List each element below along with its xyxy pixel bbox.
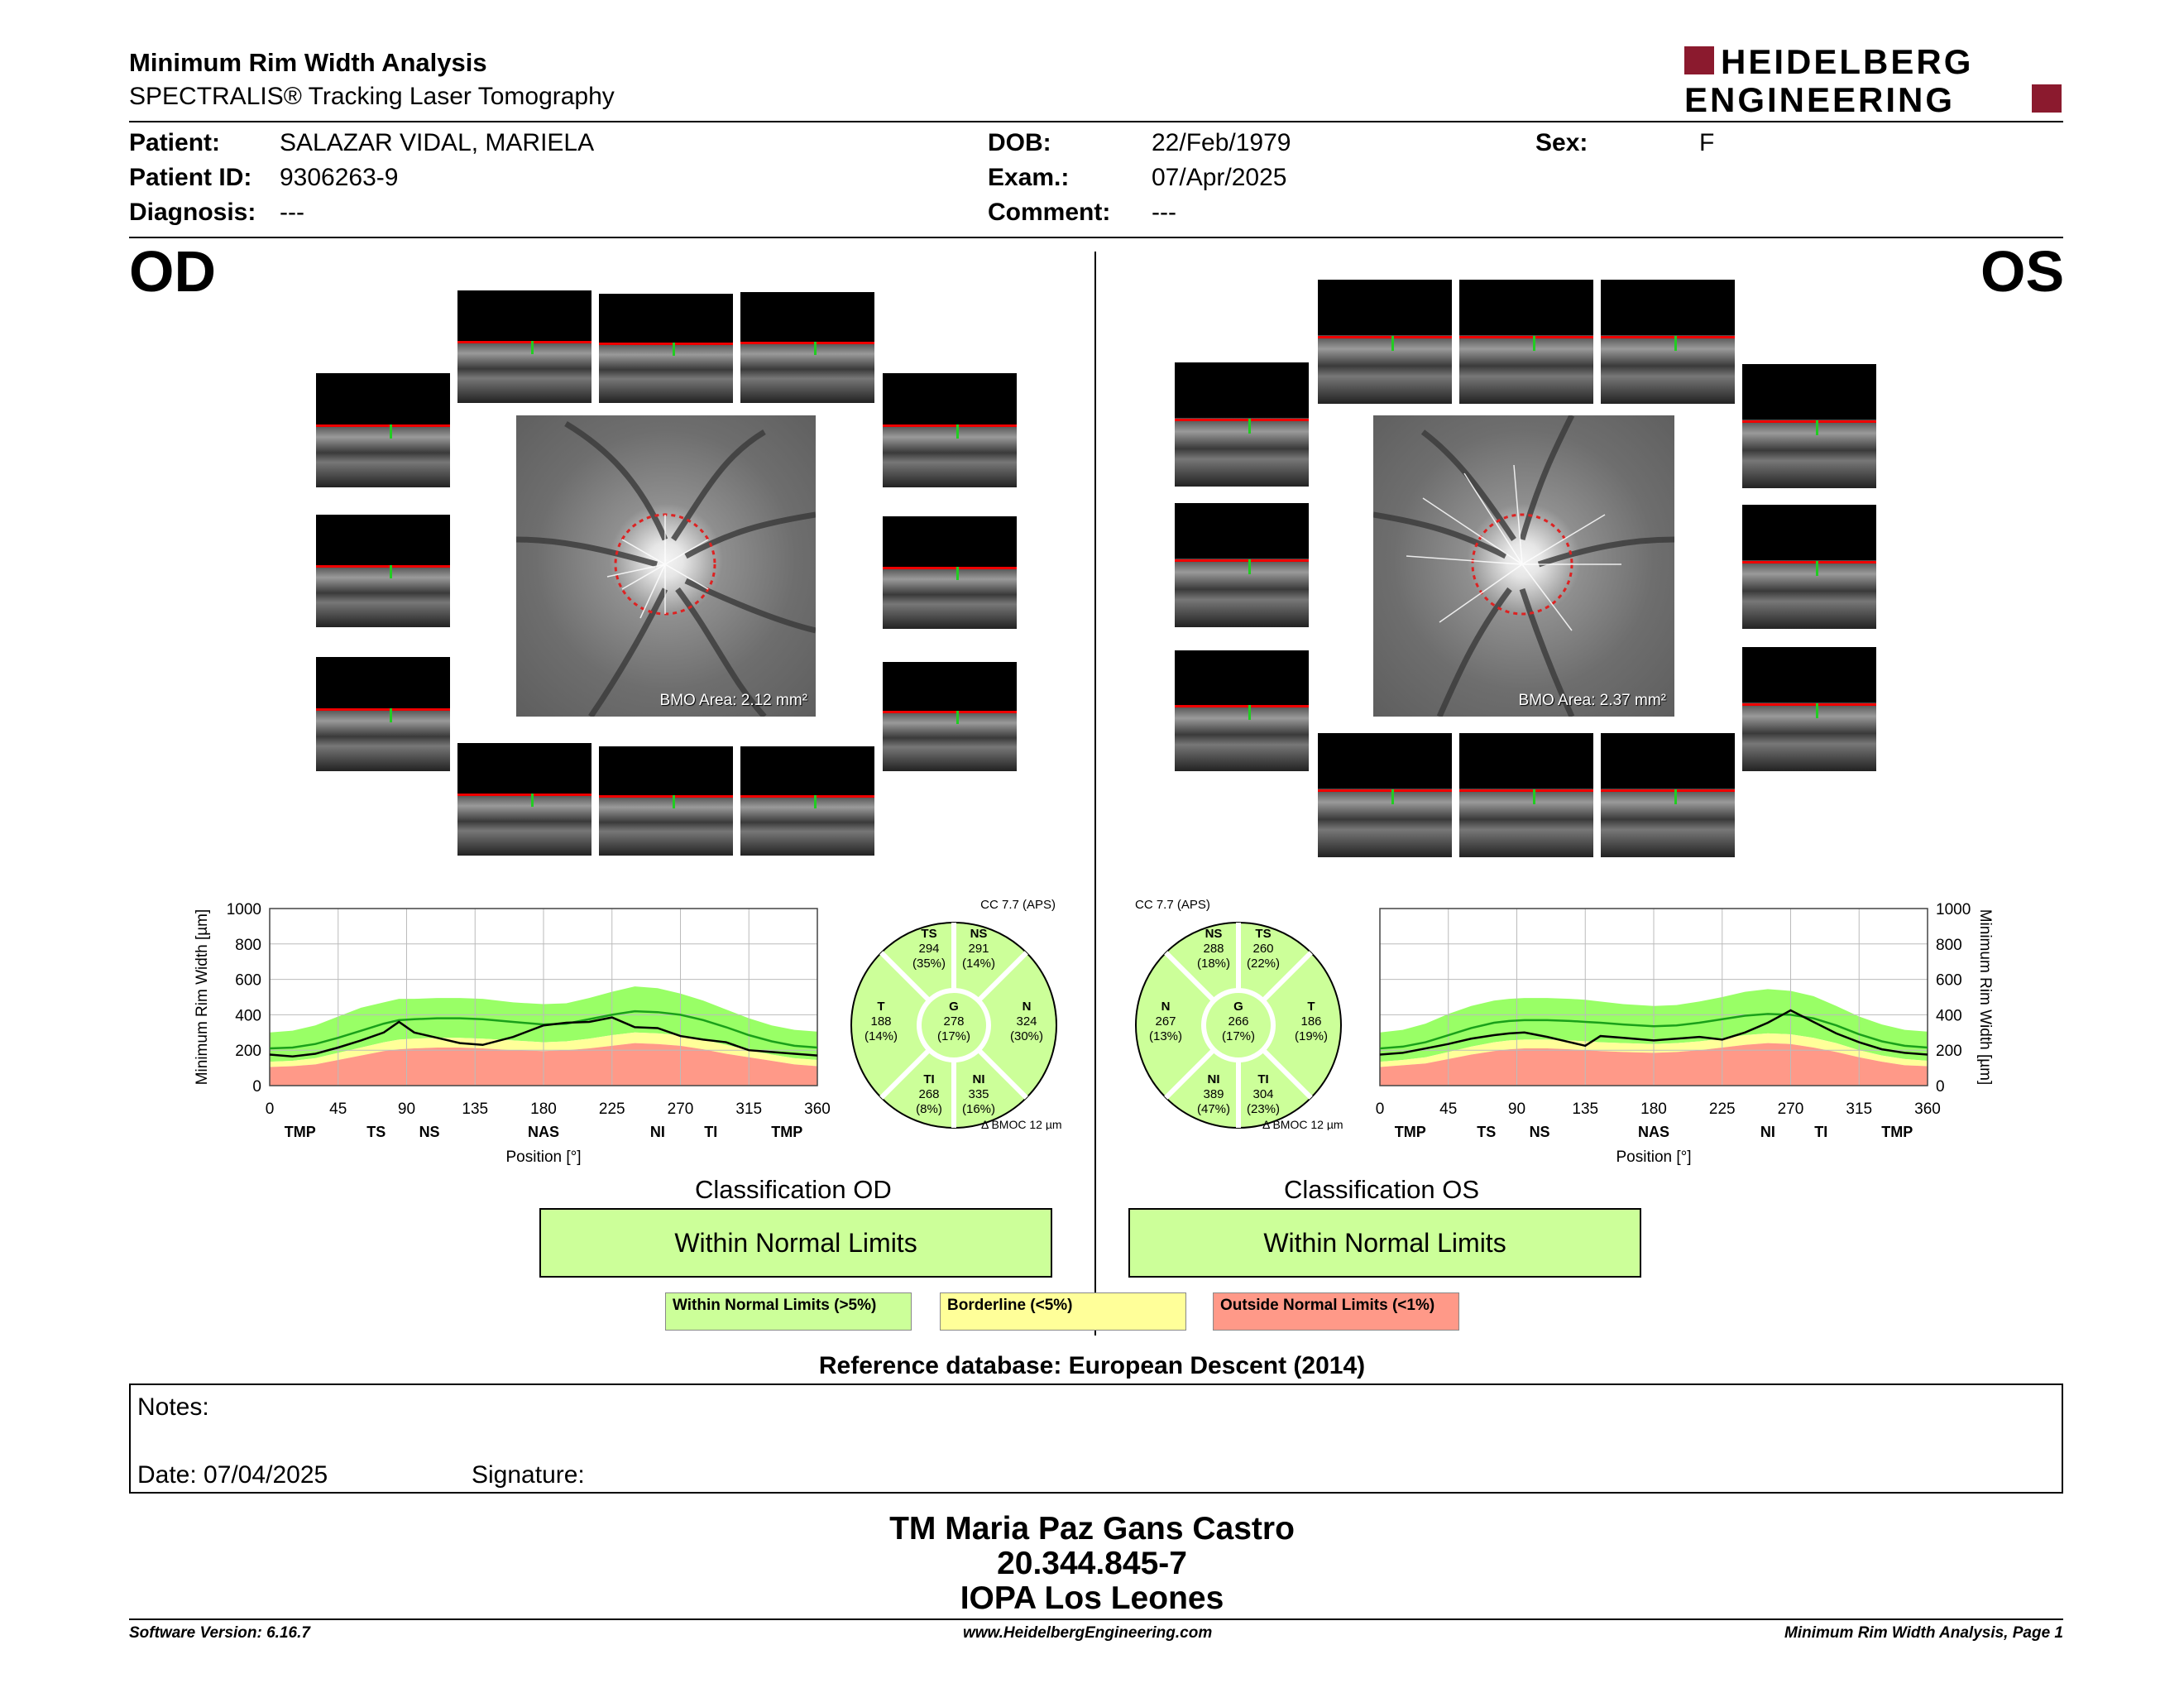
sector-n-name: N — [1161, 1000, 1171, 1014]
x-tick-label: 225 — [598, 1101, 625, 1118]
patient-id: 9306263-9 — [280, 164, 399, 191]
os-bscan-5 — [1175, 503, 1309, 627]
sector-label: NS — [1529, 1124, 1550, 1140]
footer-divider — [129, 1618, 2063, 1620]
od-classification-box: Within Normal Limits — [539, 1208, 1052, 1278]
logo-line2: ENGINEERING — [1684, 80, 1956, 117]
sector-n-pct: (30%) — [1009, 1029, 1044, 1043]
sector-label: TI — [704, 1124, 718, 1140]
sector-label: NAS — [527, 1124, 560, 1140]
sector-label: NAS — [1637, 1124, 1670, 1140]
sector-ti-value: 268 — [918, 1087, 940, 1101]
od-fundus-image — [516, 415, 816, 717]
footer-page: Minimum Rim Width Analysis, Page 1 — [1784, 1624, 2063, 1642]
x-tick-label: 360 — [804, 1101, 831, 1118]
sector-label: TS — [366, 1124, 386, 1140]
sector-label: TMP — [771, 1124, 803, 1140]
od-label: OD — [129, 239, 216, 304]
sector-ni-pct: (16%) — [961, 1102, 996, 1116]
od-sector-chart — [834, 890, 1074, 1130]
sector-ns-value: 291 — [968, 942, 989, 956]
sector-g-name: G — [1233, 1000, 1243, 1014]
x-tick-label: 315 — [735, 1101, 763, 1118]
sector-ns-value: 288 — [1203, 942, 1224, 956]
y-tick-label: 0 — [252, 1078, 261, 1096]
x-tick-label: 315 — [1846, 1101, 1873, 1118]
logo-line1: HEIDELBERG — [1721, 43, 1974, 81]
signer-institution: IOPA Los Leones — [960, 1580, 1224, 1616]
sector-ns-pct: (18%) — [1196, 957, 1231, 971]
footer-website: www.HeidelbergEngineering.com — [963, 1624, 1213, 1642]
od-bscan-5 — [883, 373, 1017, 487]
x-tick-label: 90 — [397, 1101, 416, 1118]
od-bscan-7 — [883, 516, 1017, 629]
x-tick-label: 225 — [1708, 1101, 1736, 1118]
y-tick-label: 400 — [1936, 1007, 1962, 1025]
software-version: Software Version: 6.16.7 — [129, 1624, 310, 1642]
x-tick-label: 0 — [265, 1101, 275, 1118]
y-tick-label: 1000 — [226, 901, 261, 918]
os-bscan-4 — [1175, 362, 1309, 487]
center-divider — [1094, 252, 1096, 1336]
os-bmo-area: BMO Area: 2.37 mm² — [1518, 692, 1666, 709]
sector-g-pct: (17%) — [1221, 1029, 1256, 1043]
y-tick-label: 200 — [235, 1043, 261, 1061]
x-tick-label: 90 — [1507, 1101, 1526, 1118]
x-tick-label: 270 — [1777, 1101, 1804, 1118]
signer-id: 20.344.845-7 — [997, 1546, 1187, 1581]
sector-ni-pct: (47%) — [1196, 1102, 1231, 1116]
x-tick-label: 45 — [1439, 1101, 1458, 1118]
sector-ts-name: TS — [1255, 927, 1272, 941]
y-tick-label: 400 — [235, 1007, 261, 1025]
sector-g-value: 266 — [1228, 1014, 1249, 1029]
sector-ti-name: TI — [1257, 1072, 1269, 1086]
os-bscan-11 — [1459, 733, 1593, 857]
sector-t-value: 188 — [870, 1014, 892, 1029]
od-bscan-4 — [316, 373, 450, 487]
notes-date: Date: 07/04/2025 — [137, 1461, 328, 1489]
patient-label: Patient: — [129, 129, 221, 156]
diagnosis-label: Diagnosis: — [129, 199, 256, 226]
os-bscan-8 — [1742, 505, 1876, 629]
od-bscan-10 — [457, 743, 592, 856]
sector-label: TS — [1477, 1124, 1497, 1140]
od-bscan-6 — [316, 515, 450, 627]
od-bscan-3 — [740, 292, 874, 403]
y-axis-label: Minimum Rim Width [µm] — [1976, 909, 1994, 1086]
sector-ni-value: 389 — [1203, 1087, 1224, 1101]
y-tick-label: 600 — [235, 971, 261, 990]
report-title: Minimum Rim Width Analysis — [129, 48, 487, 77]
od-mrw-graph — [187, 894, 841, 1175]
x-tick-label: 180 — [530, 1101, 557, 1118]
comment-label: Comment: — [988, 199, 1111, 226]
header-divider — [129, 121, 2063, 122]
x-tick-label: 270 — [667, 1101, 694, 1118]
signer-name: TM Maria Paz Gans Castro — [889, 1511, 1295, 1547]
os-bscan-7 — [1742, 364, 1876, 488]
od-bscan-8 — [316, 657, 450, 771]
y-tick-label: 800 — [1936, 936, 1962, 954]
sector-label: NI — [649, 1124, 665, 1140]
reference-database: Reference database: European Descent (2014) — [818, 1352, 1366, 1379]
sector-ni-name: NI — [1207, 1072, 1220, 1086]
y-tick-label: 600 — [1936, 971, 1962, 990]
x-axis-label: Position [°] — [505, 1149, 582, 1166]
sector-n-value: 267 — [1155, 1014, 1176, 1029]
sector-n-value: 324 — [1016, 1014, 1037, 1029]
sector-n-name: N — [1022, 1000, 1032, 1014]
os-bscan-3 — [1601, 280, 1735, 404]
bmoc-label: Δ BMOC 12 µm — [1262, 1118, 1343, 1130]
sector-ti-name: TI — [923, 1072, 935, 1086]
od-bscan-12 — [740, 746, 874, 856]
sector-label: TMP — [1394, 1124, 1426, 1140]
y-tick-label: 800 — [235, 936, 261, 954]
legend-borderline: Borderline (<5%) — [940, 1292, 1186, 1331]
patient-name: SALAZAR VIDAL, MARIELA — [280, 129, 595, 156]
sector-t-pct: (14%) — [864, 1029, 898, 1043]
os-bscan-2 — [1459, 280, 1593, 404]
sector-n-pct: (13%) — [1148, 1029, 1183, 1043]
signature-label: Signature: — [472, 1461, 585, 1489]
exam-value: 07/Apr/2025 — [1152, 164, 1287, 191]
od-bscan-1 — [457, 290, 592, 403]
sector-label: TMP — [1881, 1124, 1913, 1140]
sector-t-name: T — [1307, 1000, 1315, 1014]
comment-value: --- — [1152, 199, 1176, 226]
os-bscan-6 — [1175, 650, 1309, 771]
y-tick-label: 0 — [1936, 1078, 1945, 1096]
legend-onl: Outside Normal Limits (<1%) — [1213, 1292, 1459, 1331]
x-tick-label: 135 — [462, 1101, 489, 1118]
x-axis-label: Position [°] — [1616, 1149, 1692, 1166]
patient-id-label: Patient ID: — [129, 164, 252, 191]
sector-g-value: 278 — [943, 1014, 965, 1029]
sector-t-value: 186 — [1300, 1014, 1322, 1029]
sex-value: F — [1699, 129, 1715, 156]
sector-t-name: T — [877, 1000, 885, 1014]
legend-wnl: Within Normal Limits (>5%) — [665, 1292, 912, 1331]
sector-g-name: G — [949, 1000, 959, 1014]
os-classification-title: Classification OS — [1284, 1175, 1480, 1204]
cc-label: CC 7.7 (APS) — [980, 898, 1056, 912]
od-bmo-area: BMO Area: 2.12 mm² — [659, 692, 807, 709]
sector-label: NS — [419, 1124, 440, 1140]
sector-ts-value: 294 — [918, 942, 940, 956]
sector-label: TMP — [284, 1124, 316, 1140]
os-mrw-graph — [1357, 894, 2010, 1175]
dob-label: DOB: — [988, 129, 1051, 156]
os-bscan-1 — [1318, 280, 1452, 404]
sector-label: NI — [1760, 1124, 1775, 1140]
os-bscan-12 — [1601, 733, 1735, 857]
os-classification-box: Within Normal Limits — [1128, 1208, 1641, 1278]
sector-ni-value: 335 — [968, 1087, 989, 1101]
od-bscan-11 — [599, 746, 733, 856]
od-bscan-9 — [883, 662, 1017, 771]
od-bscan-2 — [599, 294, 733, 403]
sector-ns-name: NS — [970, 927, 988, 941]
sector-ts-value: 260 — [1252, 942, 1274, 956]
sector-ns-name: NS — [1205, 927, 1223, 941]
exam-label: Exam.: — [988, 164, 1070, 191]
notes-label: Notes: — [137, 1393, 209, 1421]
os-bscan-9 — [1742, 647, 1876, 771]
sector-ti-pct: (8%) — [916, 1102, 942, 1116]
os-sector-chart — [1118, 890, 1358, 1130]
diagnosis-value: --- — [280, 199, 304, 226]
sector-ts-name: TS — [921, 927, 937, 941]
os-label: OS — [1980, 239, 2065, 304]
notes-box — [129, 1383, 2063, 1494]
x-tick-label: 180 — [1640, 1101, 1667, 1118]
cc-label: CC 7.7 (APS) — [1135, 898, 1210, 912]
sector-ni-name: NI — [972, 1072, 985, 1086]
bmoc-label: Δ BMOC 12 µm — [981, 1118, 1062, 1130]
os-fundus-image — [1373, 415, 1674, 717]
od-classification-title: Classification OD — [695, 1175, 892, 1204]
x-tick-label: 135 — [1572, 1101, 1599, 1118]
sector-label: TI — [1814, 1124, 1828, 1140]
patient-divider — [129, 237, 2063, 238]
y-axis-label: Minimum Rim Width [µm] — [194, 909, 211, 1086]
os-bscan-10 — [1318, 733, 1452, 857]
x-tick-label: 45 — [329, 1101, 347, 1118]
sector-ti-pct: (23%) — [1246, 1102, 1281, 1116]
sector-t-pct: (19%) — [1294, 1029, 1329, 1043]
sex-label: Sex: — [1535, 129, 1588, 156]
sector-g-pct: (17%) — [936, 1029, 971, 1043]
dob-value: 22/Feb/1979 — [1152, 129, 1291, 156]
sector-ts-pct: (22%) — [1246, 957, 1281, 971]
sector-ti-value: 304 — [1252, 1087, 1274, 1101]
report-subtitle: SPECTRALIS® Tracking Laser Tomography — [129, 83, 615, 110]
heidelberg-logo — [1684, 43, 2065, 117]
y-tick-label: 200 — [1936, 1043, 1962, 1061]
sector-ts-pct: (35%) — [912, 957, 946, 971]
x-tick-label: 360 — [1914, 1101, 1941, 1118]
x-tick-label: 0 — [1375, 1101, 1385, 1118]
y-tick-label: 1000 — [1936, 901, 1971, 918]
sector-ns-pct: (14%) — [961, 957, 996, 971]
